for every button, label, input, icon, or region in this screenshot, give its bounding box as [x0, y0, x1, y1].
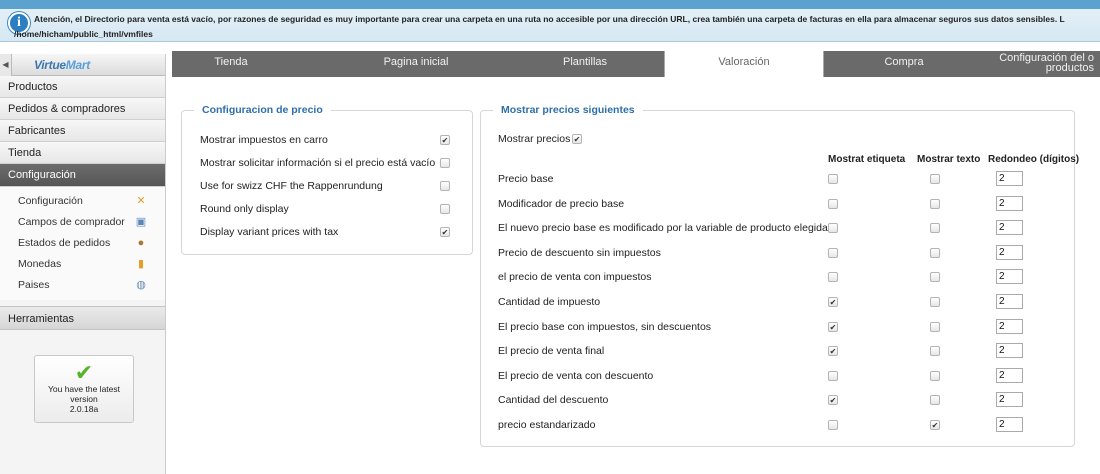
tab-valoracion[interactable]	[664, 51, 824, 78]
mostrar-texto-checkbox[interactable]	[930, 248, 940, 258]
redondeo-input[interactable]: 2	[996, 417, 1023, 432]
mostrar-texto-checkbox[interactable]	[930, 395, 940, 405]
notice-bar	[0, 0, 1100, 42]
mostrar-texto-checkbox[interactable]	[930, 174, 940, 184]
mostrar-etiqueta-checkbox[interactable]	[828, 371, 838, 381]
redondeo-input[interactable]: 2	[996, 368, 1023, 383]
sidebar-logo-row	[0, 54, 165, 76]
tab-pagina-inicial[interactable]	[326, 51, 506, 77]
tab-label: Valoración	[718, 56, 770, 68]
submenu-item-label: Campos de comprador	[18, 216, 125, 228]
submenu-item-label: Estados de pedidos	[18, 237, 111, 249]
sidebar-item-productos[interactable]: Productos	[0, 76, 165, 98]
col-mostrat-etiqueta: Mostrat etiqueta	[828, 154, 906, 165]
version-box	[34, 355, 134, 423]
submenu-item-estados-de-pedidos[interactable]	[0, 233, 165, 254]
tab-label: Tienda	[214, 56, 248, 68]
redondeo-input[interactable]: 2	[996, 269, 1023, 284]
mostrar-etiqueta-checkbox[interactable]	[828, 346, 838, 356]
virtuemart-logo[interactable]	[34, 58, 90, 72]
price-display-label: precio estandarizado	[498, 419, 596, 431]
mostrar-etiqueta-checkbox[interactable]	[828, 174, 838, 184]
checkmark-icon: ✔	[74, 360, 94, 385]
mostrar-texto-checkbox[interactable]	[930, 199, 940, 209]
tab-label: Plantillas	[562, 56, 608, 68]
sidebar-submenu	[0, 187, 165, 300]
mostrar-texto-checkbox[interactable]	[930, 322, 940, 332]
mostrar-texto-checkbox[interactable]	[930, 272, 940, 282]
notice-top-strip	[0, 0, 1100, 9]
user-card-icon: ▣	[135, 216, 147, 228]
price-display-label: Modificador de precio base	[498, 197, 625, 210]
mostrar-etiqueta-checkbox[interactable]	[828, 395, 838, 405]
show-prices-checkbox[interactable]	[572, 134, 582, 144]
tab-tienda[interactable]	[172, 51, 290, 77]
wrench-icon: ✕	[136, 195, 146, 207]
logo-text-2: Mart	[65, 58, 90, 72]
sidebar-item-herramientas[interactable]: Herramientas	[0, 306, 165, 330]
tab-label-line2: productos	[1045, 62, 1094, 74]
redondeo-input[interactable]: 2	[996, 392, 1023, 407]
tab-plantillas[interactable]	[506, 51, 664, 77]
price-config-label: Mostrar impuestos en carro	[200, 134, 328, 146]
redondeo-input[interactable]: 2	[996, 220, 1023, 235]
price-display-label: Cantidad del descuento	[498, 394, 609, 407]
redondeo-input[interactable]: 2	[996, 171, 1023, 186]
mostrar-texto-checkbox[interactable]	[930, 420, 940, 430]
tab-label: Pagina inicial	[383, 56, 449, 68]
tab-bar	[172, 51, 1100, 77]
sidebar-item-pedidos-compradores[interactable]: Pedidos & compradores	[0, 98, 165, 120]
mostrar-etiqueta-checkbox[interactable]	[828, 272, 838, 282]
price-display-label: Precio base	[498, 173, 554, 185]
redondeo-input[interactable]: 2	[996, 294, 1023, 309]
mostrar-texto-checkbox[interactable]	[930, 223, 940, 233]
col-redondeo: Redondeo (dígitos)	[988, 154, 1080, 165]
price-display-label: El precio de venta final	[498, 345, 605, 358]
submenu-item-campos-de-comprador[interactable]	[0, 212, 165, 233]
mostrar-texto-checkbox[interactable]	[930, 297, 940, 307]
tab-compra[interactable]	[824, 51, 984, 77]
price-config-checkbox[interactable]	[440, 181, 450, 191]
mostrar-etiqueta-checkbox[interactable]	[828, 297, 838, 307]
price-config-legend: Configuracion de precio	[202, 104, 323, 116]
logo-text-1: Virtue	[34, 58, 66, 72]
price-config-label: Mostrar solicitar información si el precio está vacío	[200, 157, 436, 169]
price-display-label: El precio de venta con descuento	[498, 369, 654, 382]
version-number: 2.0.18a	[69, 404, 99, 414]
submenu-item-label: Paises	[18, 279, 50, 291]
price-config-checkbox[interactable]	[440, 135, 450, 145]
content-area	[172, 77, 1100, 474]
sidebar	[0, 54, 166, 474]
sidebar-item-fabricantes[interactable]: Fabricantes	[0, 120, 165, 142]
price-display-legend: Mostrar precios siguientes	[501, 104, 635, 116]
price-display-label: El nuevo precio base es modificado por la variable de producto elegida	[498, 222, 828, 235]
submenu-item-monedas[interactable]	[0, 254, 165, 275]
price-config-checkbox[interactable]	[440, 204, 450, 214]
tab-configuracion-del-o-productos[interactable]	[984, 51, 1100, 77]
mostrar-etiqueta-checkbox[interactable]	[828, 199, 838, 209]
mostrar-texto-checkbox[interactable]	[930, 371, 940, 381]
price-display-label: el precio de venta con impuestos	[498, 271, 652, 284]
price-display-label: Precio de descuento sin impuestos	[498, 246, 661, 259]
price-config-label: Display variant prices with tax	[200, 226, 339, 238]
show-prices-label: Mostrar precios	[498, 133, 571, 145]
price-config-label: Use for swizz CHF the Rappenrundung	[200, 180, 383, 192]
info-icon: i	[8, 12, 30, 34]
sidebar-item-configuracion[interactable]: Configuración	[0, 164, 165, 187]
globe-icon: ◍	[136, 279, 146, 291]
price-config-checkbox[interactable]	[440, 158, 450, 168]
mostrar-etiqueta-checkbox[interactable]	[828, 322, 838, 332]
price-config-label: Round only display	[200, 203, 289, 215]
notice-path: /home/hicham/public_html/vmfiles	[14, 29, 153, 39]
mostrar-etiqueta-checkbox[interactable]	[828, 420, 838, 430]
version-text: You have the latest version	[48, 384, 120, 404]
notice-message: Atención, el Directorio para venta está vacío, por razones de seguridad es muy importante para crear una carpeta en una ruta no accesible por una dirección URL, crea también una carpeta de facturas en ella para almacenar seguros sus datos sensibles. L	[34, 14, 1065, 24]
coins-icon: ▮	[137, 258, 145, 270]
sidebar-menu	[0, 76, 165, 164]
tab-label: Compra	[884, 56, 924, 68]
submenu-item-configuracion[interactable]	[0, 191, 165, 212]
mostrar-etiqueta-checkbox[interactable]	[828, 223, 838, 233]
price-display-label: El precio base con impuestos, sin descuentos	[498, 320, 712, 333]
price-config-checkbox[interactable]	[440, 227, 450, 237]
collapse-sidebar-icon[interactable]: ◀	[0, 54, 12, 76]
redondeo-input[interactable]: 2	[996, 245, 1023, 260]
status-dot-icon: ●	[137, 237, 145, 249]
price-display-label: Cantidad de impuesto	[498, 296, 601, 308]
submenu-item-paises[interactable]	[0, 275, 165, 296]
sidebar-item-tienda[interactable]: Tienda	[0, 142, 165, 164]
mostrar-etiqueta-checkbox[interactable]	[828, 248, 838, 258]
redondeo-input[interactable]: 2	[996, 343, 1023, 358]
redondeo-input[interactable]: 2	[996, 319, 1023, 334]
redondeo-input[interactable]: 2	[996, 196, 1023, 211]
mostrar-texto-checkbox[interactable]	[930, 346, 940, 356]
submenu-item-label: Configuración	[18, 195, 83, 207]
tab-label-line1: Configuración del o	[999, 52, 1094, 64]
col-mostrar-texto: Mostrar texto	[917, 154, 981, 165]
submenu-item-label: Monedas	[18, 258, 62, 270]
